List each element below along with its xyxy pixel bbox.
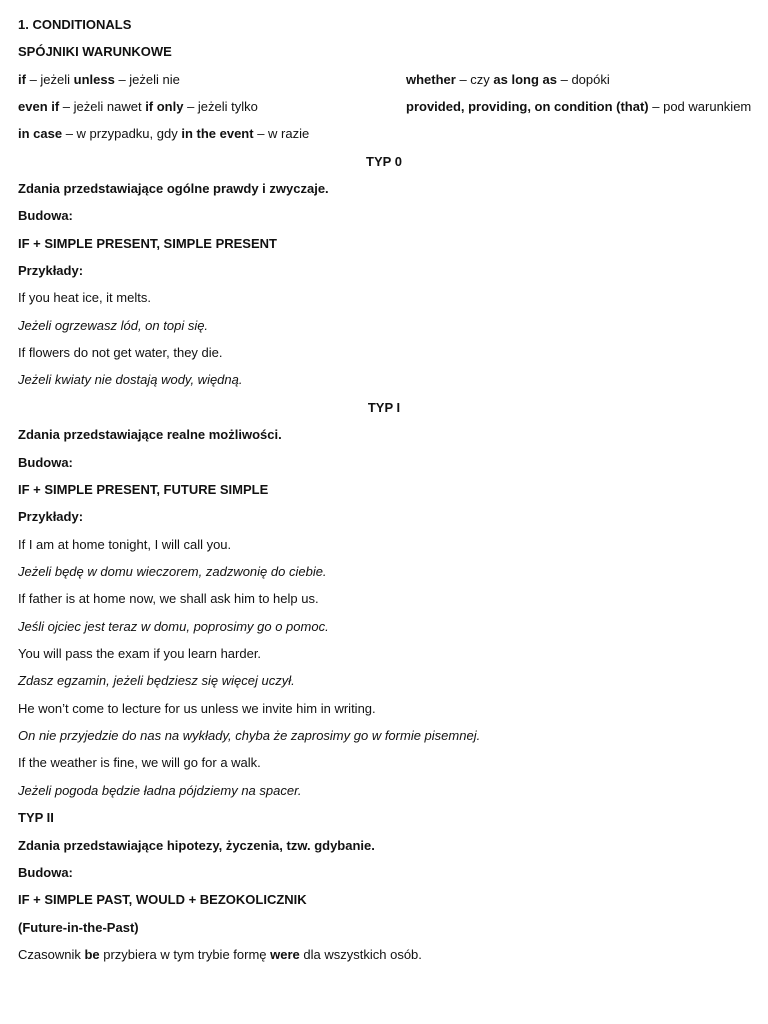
conjunction-term: if only [145, 99, 184, 114]
example-sentence-en: If I am at home tonight, I will call you. [18, 537, 232, 552]
example-sentence-pl: Zdasz egzamin, jeżeli będziesz się więcej uczył. [18, 673, 295, 688]
type-1-structure-label: Budowa: [18, 455, 73, 470]
type-1-description: Zdania przedstawiające realne możliwości. [18, 427, 282, 442]
conjunction-definition: – jeżeli [25, 72, 74, 87]
note-text: dla wszystkich osób. [299, 947, 422, 962]
conjunction-term: whether [406, 72, 456, 87]
note-text: Czasownik [18, 947, 85, 962]
note-term: were [270, 947, 300, 962]
type-0-structure-label: Budowa: [18, 208, 73, 223]
conjunction-row-1-right [406, 71, 610, 89]
conjunction-definition: – jeżeli nie [114, 72, 180, 87]
conjunction-definition: – pod warunkiem [648, 99, 752, 114]
conjunction-term: as long as [493, 72, 557, 87]
conjunction-row-2-left [18, 98, 258, 116]
conjunction-term: in case [18, 126, 63, 141]
type-1-heading: TYP I [367, 400, 401, 415]
conjunction-definition: – w przypadku, gdy [62, 126, 182, 141]
type-0-heading: TYP 0 [366, 154, 402, 169]
type-2-structure: IF + SIMPLE PAST, WOULD + BEZOKOLICZNIK [18, 892, 307, 907]
type-1-examples-label: Przykłady: [18, 509, 84, 524]
type-0-examples-label: Przykłady: [18, 263, 84, 278]
type-2-heading: TYP II [18, 810, 54, 825]
conjunction-definition: – w razie [253, 126, 310, 141]
example-sentence-pl: Jeżeli kwiaty nie dostają wody, więdną. [18, 372, 243, 387]
example-sentence-en: If the weather is fine, we will go for a walk. [18, 755, 261, 770]
conjunction-definition: – jeżeli nawet [59, 99, 146, 114]
conjunctions-heading: SPÓJNIKI WARUNKOWE [18, 44, 172, 59]
conjunction-term: unless [73, 72, 115, 87]
conjunction-row-1-left [18, 71, 180, 89]
note-term: be [84, 947, 100, 962]
conjunction-term: in the event [181, 126, 254, 141]
type-1-structure: IF + SIMPLE PRESENT, FUTURE SIMPLE [18, 482, 269, 497]
conjunction-row-3-left [18, 125, 309, 143]
type-2-description: Zdania przedstawiające hipotezy, życzenia, tzw. gdybanie. [18, 838, 375, 853]
type-0-structure: IF + SIMPLE PRESENT, SIMPLE PRESENT [18, 236, 277, 251]
conjunction-term: if [18, 72, 26, 87]
conjunction-row-2-right [406, 98, 751, 116]
type-2-structure-note: (Future-in-the-Past) [18, 920, 139, 935]
type-2-structure-label: Budowa: [18, 865, 73, 880]
conjunction-term: provided, providing, on condition (that) [406, 99, 649, 114]
example-sentence-pl: Jeżeli ogrzewasz lód, on topi się. [18, 318, 209, 333]
example-sentence-pl: On nie przyjedzie do nas na wykłady, chyba że zaprosimy go w formie pisemnej. [18, 728, 481, 743]
conjunction-term: even if [18, 99, 60, 114]
conjunction-definition: – dopóki [557, 72, 610, 87]
conjunction-definition: – czy [455, 72, 494, 87]
type-0-description: Zdania przedstawiające ogólne prawdy i zwyczaje. [18, 181, 329, 196]
example-sentence-en: If you heat ice, it melts. [18, 290, 151, 305]
document-title: 1. CONDITIONALS [18, 17, 132, 32]
example-sentence-en: If flowers do not get water, they die. [18, 345, 223, 360]
example-sentence-en: He won’t come to lecture for us unless we invite him in writing. [18, 701, 376, 716]
example-sentence-pl: Jeżeli pogoda będzie ładna pójdziemy na spacer. [18, 783, 302, 798]
example-sentence-pl: Jeżeli będę w domu wieczorem, zadzwonię do ciebie. [18, 564, 327, 579]
example-sentence-en: You will pass the exam if you learn harder. [18, 646, 262, 661]
example-sentence-en: If father is at home now, we shall ask him to help us. [18, 591, 319, 606]
conjunction-definition: – jeżeli tylko [183, 99, 258, 114]
example-sentence-pl: Jeśli ojciec jest teraz w domu, poprosimy go o pomoc. [18, 619, 329, 634]
type-2-note [18, 946, 422, 964]
note-text: przybiera w tym trybie formę [99, 947, 271, 962]
